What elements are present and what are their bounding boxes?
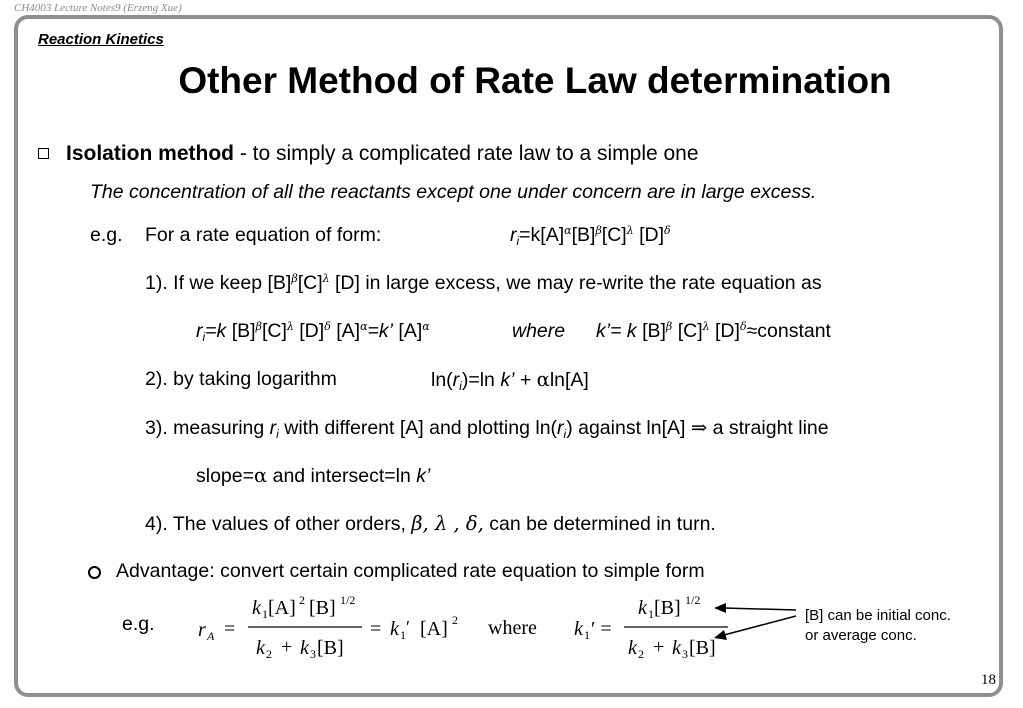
alpha-symbol: α xyxy=(360,320,368,333)
num2-b: [B] xyxy=(654,597,681,619)
conc-b: [B] xyxy=(642,320,666,342)
rhs-sub1: 1 xyxy=(400,628,406,642)
beta-symbol: β xyxy=(255,320,262,333)
ri-r: r xyxy=(269,417,277,439)
delta-symbol: δ xyxy=(324,320,331,333)
ri-r: r xyxy=(452,369,460,391)
eq-sign: = xyxy=(224,618,236,640)
arrow-head-2-icon xyxy=(714,630,727,640)
approx-constant: ≈constant xyxy=(746,320,831,342)
note-line-2: or average conc. xyxy=(805,627,917,644)
step4-text-a: 4). The values of other orders, xyxy=(145,513,412,535)
isolation-term: Isolation method xyxy=(66,142,234,165)
num-pow-half: 1/2 xyxy=(340,593,356,607)
ri-i: i xyxy=(459,379,462,393)
step1-where xyxy=(512,320,565,343)
step2-text: 2). by taking logarithm xyxy=(145,368,337,390)
rhs-prime: ′ xyxy=(406,617,410,637)
conc-c: [C] xyxy=(677,320,703,342)
slope-text: slope= xyxy=(196,465,255,487)
den2-b: [B] xyxy=(689,637,716,659)
den-sub2: 2 xyxy=(266,647,272,661)
step1-kprime-def xyxy=(596,320,831,343)
intersect-text: and intersect=ln xyxy=(267,465,417,487)
kprime: k’ xyxy=(500,369,515,391)
num2-k1: k xyxy=(638,597,647,619)
step1-text-b: [C] xyxy=(297,272,323,294)
step3-line xyxy=(145,416,829,441)
num-a: [A] xyxy=(268,597,296,619)
den2-plus: + xyxy=(653,636,665,658)
ra-r: r xyxy=(198,619,206,641)
ri-r: r xyxy=(557,417,564,439)
num-b: [B] xyxy=(309,597,336,619)
square-bullet-icon xyxy=(38,148,49,159)
eq-r: r xyxy=(196,320,203,342)
advantage-text: Advantage: convert certain complicated rate equation to simple form xyxy=(116,560,705,582)
conc-d: [D] xyxy=(639,224,665,246)
section-tag: Reaction Kinetics xyxy=(38,31,164,48)
den2-k2: k xyxy=(628,637,637,659)
where-text: where xyxy=(512,320,566,342)
circle-bullet-icon xyxy=(88,566,101,579)
step1-text-a: 1). If we keep [B] xyxy=(145,272,292,294)
advantage-eg-label: e.g. xyxy=(122,613,155,635)
conc-b: [B] xyxy=(231,320,256,342)
eg-label: e.g. xyxy=(90,224,123,246)
lambda-symbol: λ xyxy=(322,272,330,285)
alpha-symbol: α xyxy=(536,368,550,391)
implies-arrow-icon: ⇒ xyxy=(690,416,708,439)
lhs-k1p: k xyxy=(574,618,583,640)
conc-note xyxy=(805,606,951,646)
note-line-1: [B] can be initial conc. xyxy=(805,607,951,624)
arrow-line-1 xyxy=(724,608,796,610)
step4-line xyxy=(145,512,716,536)
rate-i: i xyxy=(516,234,520,248)
plus: + xyxy=(514,369,537,391)
num-pow2: 2 xyxy=(299,593,305,607)
lhs-sub1: 1 xyxy=(584,628,590,642)
lambda-symbol: λ xyxy=(626,224,634,237)
den2-k3: k xyxy=(672,637,681,659)
conc-c: [C] xyxy=(601,224,627,246)
isolation-line xyxy=(66,142,699,166)
step3-text-d: a straight line xyxy=(707,417,829,439)
step4-text-b: can be determined in turn. xyxy=(483,513,716,535)
rate-equation xyxy=(510,224,671,248)
step3-text-a: 3). measuring xyxy=(145,417,270,439)
orders-symbols: β, λ , δ, xyxy=(411,512,484,535)
slide-title: Other Method of Rate Law determination xyxy=(178,60,892,101)
ln-rest: )=ln xyxy=(461,369,501,391)
lambda-symbol: λ xyxy=(286,320,294,333)
num-k1: k xyxy=(252,597,261,619)
kprime: k’ xyxy=(416,465,431,487)
kprime-def: k’= k xyxy=(596,320,637,342)
isolation-description: - to simply a complicated rate law to a simple one xyxy=(234,142,699,165)
den2-sub2: 2 xyxy=(638,647,644,661)
delta-symbol: δ xyxy=(739,320,747,333)
num-sub1: 1 xyxy=(262,607,268,621)
page-number: 18 xyxy=(981,672,996,688)
conc-a: [A] xyxy=(398,320,423,342)
lambda-symbol: λ xyxy=(702,320,710,333)
header-note: CH4003 Lecture Notes9 (Erzeng Xue) xyxy=(14,2,182,14)
den-k3: k xyxy=(300,637,309,659)
conc-d: [D] xyxy=(299,320,325,342)
step3-slope xyxy=(196,464,430,488)
beta-symbol: β xyxy=(665,320,673,333)
arrow-line-2 xyxy=(724,616,796,635)
eq-sign-2: = xyxy=(370,618,382,640)
ln-a: ln[A] xyxy=(549,369,589,391)
rate-r: r xyxy=(510,224,517,246)
den-plus: + xyxy=(281,636,293,658)
ri-i: i xyxy=(276,427,279,441)
step1-line xyxy=(145,272,822,295)
conc-d: [D] xyxy=(715,320,740,342)
eq-i: i xyxy=(202,330,206,344)
eq-k: =k xyxy=(205,320,227,342)
step2-equation xyxy=(431,368,589,393)
step1-equation xyxy=(196,320,430,344)
ln-open: ln( xyxy=(431,369,453,391)
num2-sub1: 1 xyxy=(648,607,654,621)
lhs-prime-eq: ′ = xyxy=(591,618,612,640)
step1-text-c: [D] in large excess, we may re-write the rate equation as xyxy=(335,272,822,294)
num2-pow-half: 1/2 xyxy=(685,593,701,607)
conc-b: [B] xyxy=(571,224,596,246)
rhs-k1p: k xyxy=(390,618,399,640)
rate-rest: =k[A] xyxy=(519,224,565,246)
den-b: [B] xyxy=(317,637,344,659)
den2-sub3: 3 xyxy=(682,647,688,661)
step3-text-b: with different [A] and plotting ln( xyxy=(278,417,558,439)
beta-symbol: β xyxy=(595,224,602,237)
conc-a: [A] xyxy=(336,320,361,342)
step3-text-c: ) against ln[A] xyxy=(566,417,691,439)
delta-symbol: δ xyxy=(664,224,671,237)
rhs-pow2: 2 xyxy=(452,613,458,627)
beta-symbol: β xyxy=(291,272,298,285)
ra-sub: A xyxy=(207,629,215,643)
where-word: where xyxy=(488,617,537,639)
ri-i: i xyxy=(563,427,567,441)
eq-kprime: =k’ xyxy=(367,320,393,342)
alpha-symbol: α xyxy=(564,224,572,237)
rate-form-text: For a rate equation of form: xyxy=(145,224,382,246)
den-k2: k xyxy=(256,637,265,659)
arrow-head-1-icon xyxy=(714,603,726,613)
isolation-definition: The concentration of all the reactants except one under concern are in large excess. xyxy=(90,181,817,203)
alpha-symbol: α xyxy=(254,464,268,487)
rhs-a: [A] xyxy=(420,618,448,640)
den-sub3: 3 xyxy=(310,647,316,661)
conc-c: [C] xyxy=(261,320,287,342)
alpha-symbol: α xyxy=(422,320,430,333)
